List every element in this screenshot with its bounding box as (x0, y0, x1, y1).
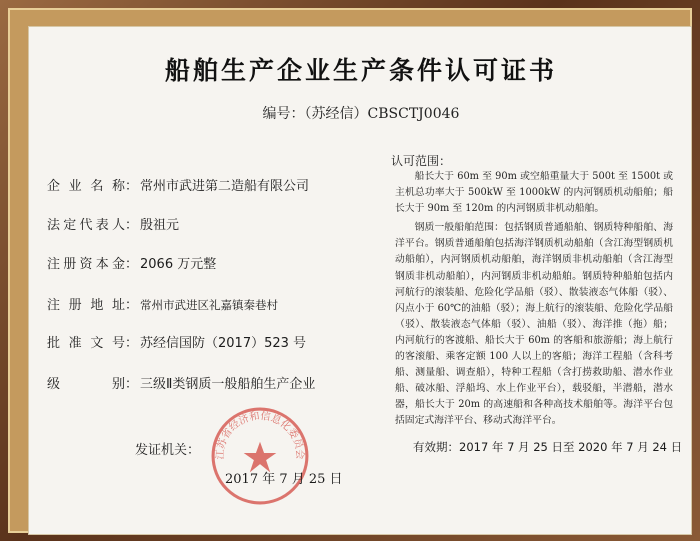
field-registered-capital: 注册资本金： 2066 万元整 (47, 253, 216, 272)
validity-period: 有效期：2017 年 7 月 25 日至 2020 年 7 月 24 日 (413, 440, 683, 454)
field-value: 2066 万元整 (140, 257, 217, 272)
certificate-title: 船舶生产企业生产条件认可证书 (164, 56, 557, 85)
official-seal (209, 405, 311, 507)
issue-date: 2017 年 7 月 25 日 (225, 472, 343, 487)
field-label: 法定代表人 (47, 218, 125, 233)
certificate-paper (28, 26, 692, 535)
certificate-number: 编号：（苏经信）CBSCTJ0046 (262, 106, 460, 122)
certificate-mat (8, 8, 692, 533)
scope-paragraph: 钢质一般船舶范围：包括钢质普通船舶、钢质特种船舶、海洋平台。钢质普通船舶包括海洋钢质机动船舶（含江海型钢质机动船舶），内河钢质机动船舶，海洋钢质非机动船舶（含江海型钢质非机动船舶），内河钢质非机动船舶。钢质特种船舶包括内河航行的滚装船、危险化学品船（驳）、散装液态气体船（驳）、闪点小于 60℃的油船（驳）；海上航行的滚装船、危险化学品船（驳）、散装液态气体船（驳）、油船（驳）、海洋推（拖）船；内河航行的客渡船、船长大于 60m 的客船和旅游船；海上航行的客滚船、乘客定额 100 人以上的客船；海洋工程船（含科考船、测量船、调查船），特种工程船（含打捞救助船、潜水作业船、破冰船、浮船坞、水上作业平台），载驳船，半潜船，潜水器，船长大于 20m 的高速船和各种高技术船舶等。海洋平台包括固定式海洋平台、移动式海洋平台。 (395, 222, 673, 427)
field-label: 批准文号 (47, 336, 125, 351)
field-legal-representative: 法定代表人： 殷祖元 (47, 214, 179, 233)
field-value: 三级Ⅱ类钢质一般船舶生产企业 (140, 377, 316, 392)
field-label: 注册地址 (47, 298, 125, 313)
field-grade: 级别： 三级Ⅱ类钢质一般船舶生产企业 (47, 373, 315, 392)
seal-text: 江苏省经济和信息化委员会 (215, 411, 305, 460)
issuer-label: 发证机关： (135, 443, 201, 458)
field-value: 常州市武进区礼嘉镇秦巷村 (140, 298, 279, 312)
field-label: 级别 (47, 377, 125, 392)
field-company-name: 企业名称： 常州市武进第二造船有限公司 (47, 175, 309, 194)
field-value: 苏经信国防（2017）523 号 (140, 336, 307, 351)
field-registered-address: 注册地址： 常州市武进区礼嘉镇秦巷村 (47, 294, 278, 313)
scope-title: 认可范围： (391, 154, 452, 168)
field-approval-number: 批准文号： 苏经信国防（2017）523 号 (47, 332, 306, 351)
scope-paragraph: 船长大于 60m 至 90m 或空船重量大于 500t 至 1500t 或主机总功率大于 500kW 至 1000kW 的内河钢质机动船舶；船长大于 90m 至 120m 的内河钢质非机动船舶。 (395, 171, 673, 215)
field-label: 注册资本金 (47, 257, 125, 272)
scope-text (395, 169, 673, 430)
field-value: 常州市武进第二造船有限公司 (140, 179, 310, 194)
field-label: 企业名称 (47, 179, 125, 194)
field-value: 殷祖元 (140, 218, 180, 233)
